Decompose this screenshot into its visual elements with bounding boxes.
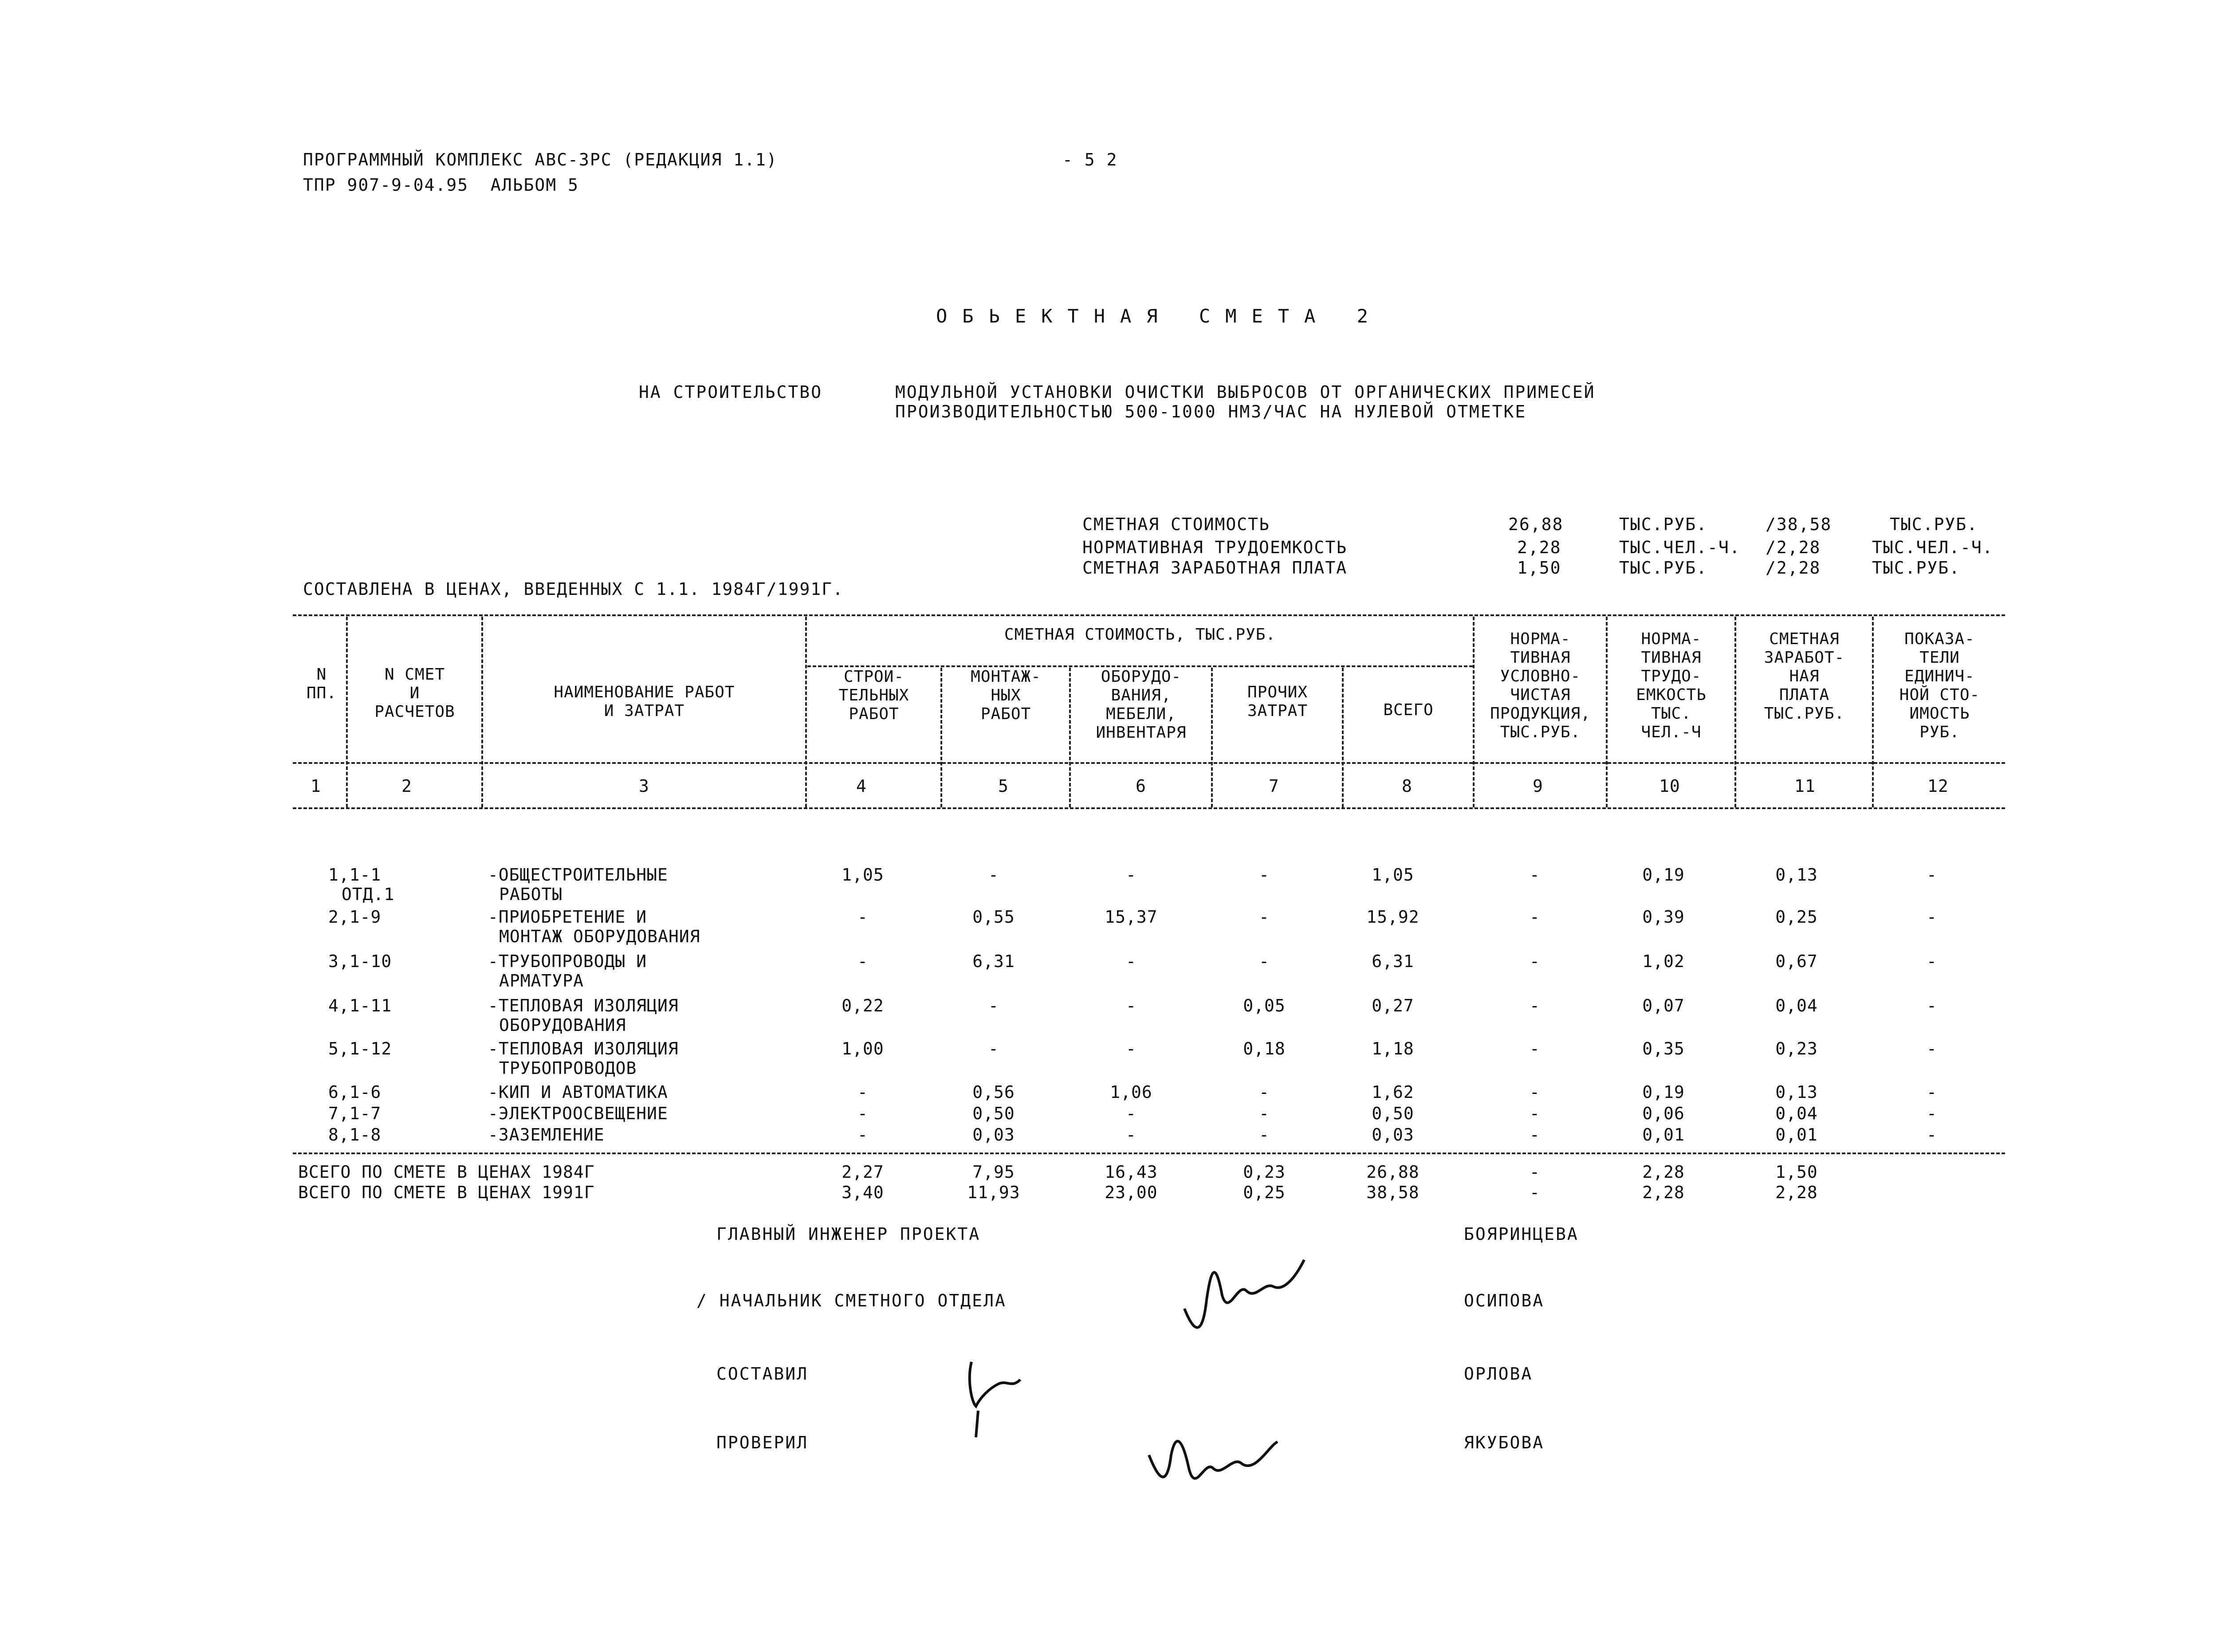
cell-c11: 0,67: [1775, 952, 1818, 971]
group-header-rule: [807, 665, 1473, 667]
summary-value: 26,88: [1508, 515, 1564, 534]
cell-c4: -: [857, 1125, 868, 1145]
total-c11: 2,28: [1775, 1183, 1818, 1202]
cell-c10: 0,19: [1642, 865, 1685, 885]
row-name: -ТЕПЛОВАЯ ИЗОЛЯЦИЯ: [488, 1039, 679, 1058]
total-c8: 38,58: [1366, 1183, 1420, 1202]
total-c10: 2,28: [1642, 1183, 1685, 1202]
cell-c10: 0,06: [1642, 1104, 1685, 1123]
total-c9: -: [1530, 1183, 1540, 1202]
total-c4: 3,40: [842, 1183, 884, 1202]
col-divider: [940, 668, 942, 807]
total-label: ВСЕГО ПО СМЕТЕ В ЦЕНАХ 1991Г: [298, 1183, 595, 1202]
cell-c12: -: [1927, 1125, 1937, 1145]
cell-c10: 0,07: [1642, 996, 1685, 1015]
cell-c7: 0,05: [1243, 996, 1286, 1015]
subtitle-line-2: ПРОИЗВОДИТЕЛЬНОСТЬЮ 500-1000 НМ3/ЧАС НА НУЛЕВОЙ ОТМЕТКЕ: [895, 402, 1527, 421]
cell-c4: -: [857, 1104, 868, 1123]
subtitle-prefix: НА СТРОИТЕЛЬСТВО: [639, 382, 823, 402]
row-code: 8,1-8: [328, 1125, 381, 1145]
cell-c4: -: [857, 1082, 868, 1102]
cell-c8: 15,92: [1366, 907, 1420, 927]
cell-c7: -: [1259, 952, 1270, 971]
cell-c5: 0,03: [972, 1125, 1015, 1145]
cell-c9: -: [1530, 865, 1540, 885]
total-c6: 16,43: [1105, 1162, 1158, 1182]
cell-c6: -: [1126, 865, 1137, 885]
summary-unit: ТЫС.ЧЕЛ.-Ч.: [1619, 538, 1741, 557]
cell-c9: -: [1530, 996, 1540, 1015]
col-divider: [805, 617, 807, 807]
summary-value-1991: /2,28: [1766, 538, 1821, 557]
cell-c5: -: [988, 865, 999, 885]
cell-c7: -: [1259, 1082, 1270, 1102]
col-header-name: НАИМЕНОВАНИЕ РАБОТ И ЗАТРАТ: [554, 683, 735, 720]
cell-c10: 1,02: [1642, 952, 1685, 971]
row-name-cont: АРМАТУРА: [499, 971, 584, 991]
summary-label: СМЕТНАЯ СТОИМОСТЬ: [1082, 515, 1270, 534]
col-number: 8: [1402, 776, 1412, 796]
cell-c7: -: [1259, 907, 1270, 927]
col-number: 10: [1659, 776, 1680, 796]
page-number: - 5 2: [1062, 150, 1118, 169]
col-header-total: ВСЕГО: [1383, 701, 1434, 719]
col-number: 12: [1927, 776, 1949, 796]
summary-value-1991: /38,58: [1766, 515, 1832, 534]
total-c5: 11,93: [967, 1183, 1020, 1202]
col-number: 9: [1533, 776, 1543, 796]
cell-c4: 0,22: [842, 996, 884, 1015]
cell-c6: -: [1126, 996, 1137, 1015]
row-name: -ЭЛЕКТРООСВЕЩЕНИЕ: [488, 1104, 668, 1123]
signature-role: ПРОВЕРИЛ: [716, 1433, 809, 1452]
cell-c9: -: [1530, 907, 1540, 927]
row-code: 2,1-9: [328, 907, 381, 927]
cell-c8: 1,18: [1372, 1039, 1414, 1058]
cell-c5: -: [988, 996, 999, 1015]
col-divider: [346, 617, 348, 807]
cell-c8: 0,50: [1372, 1104, 1414, 1123]
header-album-line: ТПР 907-9-04.95 АЛЬБОМ 5: [303, 175, 579, 195]
signature-name: ОСИПОВА: [1464, 1291, 1545, 1310]
total-c7: 0,23: [1243, 1162, 1286, 1182]
col-divider: [1872, 617, 1874, 807]
cell-c6: 15,37: [1105, 907, 1158, 927]
cell-c5: 0,55: [972, 907, 1015, 927]
col-number: 11: [1794, 776, 1816, 796]
cell-c12: -: [1927, 996, 1937, 1015]
summary-value-1991: /2,28: [1766, 558, 1821, 578]
col-divider: [1734, 617, 1736, 807]
col-number: 2: [401, 776, 412, 796]
summary-unit-1991: ТЫС.РУБ.: [1890, 515, 1978, 534]
col-header-equipment: ОБОРУДО- ВАНИЯ, МЕБЕЛИ, ИНВЕНТАРЯ: [1096, 668, 1187, 742]
cell-c9: -: [1530, 1125, 1540, 1145]
row-code: 1,1-1: [328, 865, 381, 885]
row-code: 3,1-10: [328, 952, 392, 971]
col-header-installation: МОНТАЖ- НЫХ РАБОТ: [971, 668, 1041, 723]
cell-c4: -: [857, 907, 868, 927]
cell-c6: -: [1126, 1125, 1137, 1145]
cell-c11: 0,23: [1775, 1039, 1818, 1058]
col-header-normative-product: НОРМА- ТИВНАЯ УСЛОВНО- ЧИСТАЯ ПРОДУКЦИЯ, ТЫС.РУБ.: [1490, 630, 1591, 741]
summary-unit: ТЫС.РУБ.: [1619, 515, 1708, 534]
colnum-bottom-rule: [293, 807, 2005, 809]
cell-c9: -: [1530, 1082, 1540, 1102]
col-number: 1: [311, 776, 321, 796]
cell-c10: 0,35: [1642, 1039, 1685, 1058]
table-top-rule: [293, 614, 2005, 616]
cell-c4: 1,00: [842, 1039, 884, 1058]
row-name: -ЗАЗЕМЛЕНИЕ: [488, 1125, 605, 1145]
col-number: 7: [1269, 776, 1279, 796]
col-divider: [481, 617, 483, 807]
summary-label: НОРМАТИВНАЯ ТРУДОЕМКОСТЬ: [1082, 538, 1348, 557]
row-name-cont: МОНТАЖ ОБОРУДОВАНИЯ: [499, 927, 700, 946]
col-number: 3: [639, 776, 649, 796]
row-name: -ТЕПЛОВАЯ ИЗОЛЯЦИЯ: [488, 996, 679, 1015]
col-divider: [1473, 617, 1475, 807]
cell-c5: 0,56: [972, 1082, 1015, 1102]
cell-c5: 6,31: [972, 952, 1015, 971]
total-c6: 23,00: [1105, 1183, 1158, 1202]
col-header-construction: СТРОИ- ТЕЛЬНЫХ РАБОТ: [838, 668, 909, 723]
signature-role-text: НАЧАЛЬНИК СМЕТНОГО ОТДЕЛА: [719, 1291, 1007, 1310]
cell-c6: -: [1126, 1039, 1137, 1058]
cell-c12: -: [1927, 1039, 1937, 1058]
col-divider: [1606, 617, 1608, 807]
cell-c4: 1,05: [842, 865, 884, 885]
cell-c10: 0,19: [1642, 1082, 1685, 1102]
row-name-cont: ТРУБОПРОВОДОВ: [499, 1058, 637, 1078]
row-name-cont: РАБОТЫ: [499, 885, 563, 904]
cell-c7: 0,18: [1243, 1039, 1286, 1058]
cell-c7: -: [1259, 1104, 1270, 1123]
cell-c11: 0,25: [1775, 907, 1818, 927]
col-header-other: ПРОЧИХ ЗАТРАТ: [1247, 683, 1308, 720]
total-c11: 1,50: [1775, 1162, 1818, 1182]
signature-role: / НАЧАЛЬНИК СМЕТНОГО ОТДЕЛА: [696, 1291, 1007, 1310]
cell-c8: 1,62: [1372, 1082, 1414, 1102]
cell-c11: 0,13: [1775, 1082, 1818, 1102]
prices-note: СОСТАВЛЕНА В ЦЕНАХ, ВВЕДЕННЫХ С 1.1. 1984Г/1991Г.: [303, 579, 844, 599]
signature-role: ГЛАВНЫЙ ИНЖЕНЕР ПРОЕКТА: [716, 1224, 981, 1244]
signature-name: БОЯРИНЦЕВА: [1464, 1224, 1579, 1244]
cell-c7: -: [1259, 865, 1270, 885]
cell-c12: -: [1927, 1082, 1937, 1102]
row-name: -ОБЩЕСТРОИТЕЛЬНЫЕ: [488, 865, 668, 885]
body-bottom-rule: [293, 1152, 2005, 1154]
subtitle-line-1: МОДУЛЬНОЙ УСТАНОВКИ ОЧИСТКИ ВЫБРОСОВ ОТ ОРГАНИЧЕСКИХ ПРИМЕСЕЙ: [895, 382, 1596, 402]
cell-c5: -: [988, 1039, 999, 1058]
total-c9: -: [1530, 1162, 1540, 1182]
cell-c8: 0,03: [1372, 1125, 1414, 1145]
total-c7: 0,25: [1243, 1183, 1286, 1202]
row-name: -КИП И АВТОМАТИКА: [488, 1082, 668, 1102]
col-divider: [1069, 668, 1071, 807]
header-program-line: ПРОГРАММНЫЙ КОМПЛЕКС АВС-3РС (РЕДАКЦИЯ 1.1): [303, 150, 778, 169]
signature-role: СОСТАВИЛ: [716, 1364, 809, 1384]
cell-c8: 0,27: [1372, 996, 1414, 1015]
summary-value: 2,28: [1517, 538, 1561, 557]
cell-c9: -: [1530, 1104, 1540, 1123]
summary-value: 1,50: [1517, 558, 1561, 578]
cell-c5: 0,50: [972, 1104, 1015, 1123]
col-header-estimate-no: N СМЕТ И РАСЧЕТОВ: [374, 665, 455, 721]
row-name: -ТРУБОПРОВОДЫ И: [488, 952, 647, 971]
cell-c6: 1,06: [1110, 1082, 1152, 1102]
cell-c12: -: [1927, 1104, 1937, 1123]
col-header-unit-cost: ПОКАЗА- ТЕЛИ ЕДИНИЧ- НОЙ СТО- ИМОСТЬ РУБ.: [1899, 630, 1980, 741]
document-title: ОБЬЕКТНАЯ СМЕТА 2: [936, 305, 1383, 327]
col-number: 4: [856, 776, 867, 796]
cell-c12: -: [1927, 907, 1937, 927]
col-header-n: N ПП.: [306, 665, 337, 702]
cell-c8: 6,31: [1372, 952, 1414, 971]
cell-c7: -: [1259, 1125, 1270, 1145]
cell-c6: -: [1126, 952, 1137, 971]
cell-c8: 1,05: [1372, 865, 1414, 885]
total-c8: 26,88: [1366, 1162, 1420, 1182]
handwritten-signature: [1180, 1242, 1313, 1349]
cell-c11: 0,01: [1775, 1125, 1818, 1145]
total-c4: 2,27: [842, 1162, 884, 1182]
cell-c12: -: [1927, 865, 1937, 885]
row-code: 6,1-6: [328, 1082, 381, 1102]
cell-c4: -: [857, 952, 868, 971]
group-header: СМЕТНАЯ СТОИМОСТЬ, ТЫС.РУБ.: [1004, 625, 1276, 644]
signature-name: ОРЛОВА: [1464, 1364, 1533, 1384]
cell-c10: 0,39: [1642, 907, 1685, 927]
total-c10: 2,28: [1642, 1162, 1685, 1182]
total-label: ВСЕГО ПО СМЕТЕ В ЦЕНАХ 1984Г: [298, 1162, 595, 1182]
cell-c10: 0,01: [1642, 1125, 1685, 1145]
cell-c9: -: [1530, 952, 1540, 971]
handwritten-signature: [958, 1353, 1047, 1442]
cell-c6: -: [1126, 1104, 1137, 1123]
summary-unit-1991: ТЫС.ЧЕЛ.-Ч.: [1872, 538, 1994, 557]
col-divider: [1342, 668, 1344, 807]
row-code: 4,1-11: [328, 996, 392, 1015]
header-bottom-rule: [293, 762, 2005, 764]
col-number: 5: [998, 776, 1009, 796]
summary-unit-1991: ТЫС.РУБ.: [1872, 558, 1961, 578]
col-header-labor: НОРМА- ТИВНАЯ ТРУДО- ЕМКОСТЬ ТЫС. ЧЕЛ.-Ч: [1636, 630, 1707, 741]
row-code: 7,1-7: [328, 1104, 381, 1123]
summary-label: СМЕТНАЯ ЗАРАБОТНАЯ ПЛАТА: [1082, 558, 1348, 578]
cell-c11: 0,13: [1775, 865, 1818, 885]
total-c5: 7,95: [972, 1162, 1015, 1182]
row-code: 5,1-12: [328, 1039, 392, 1058]
cell-c9: -: [1530, 1039, 1540, 1058]
cell-c11: 0,04: [1775, 1104, 1818, 1123]
cell-c11: 0,04: [1775, 996, 1818, 1015]
cell-c12: -: [1927, 952, 1937, 971]
col-divider: [1211, 668, 1213, 807]
row-name: -ПРИОБРЕТЕНИЕ И: [488, 907, 647, 927]
row-subcode: ОТД.1: [342, 885, 395, 904]
summary-unit: ТЫС.РУБ.: [1619, 558, 1708, 578]
handwritten-signature: [1144, 1428, 1286, 1508]
col-number: 6: [1136, 776, 1146, 796]
signature-name: ЯКУБОВА: [1464, 1433, 1545, 1452]
col-header-wages: СМЕТНАЯ ЗАРАБОТ- НАЯ ПЛАТА ТЫС.РУБ.: [1764, 630, 1845, 723]
row-name-cont: ОБОРУДОВАНИЯ: [499, 1015, 626, 1035]
